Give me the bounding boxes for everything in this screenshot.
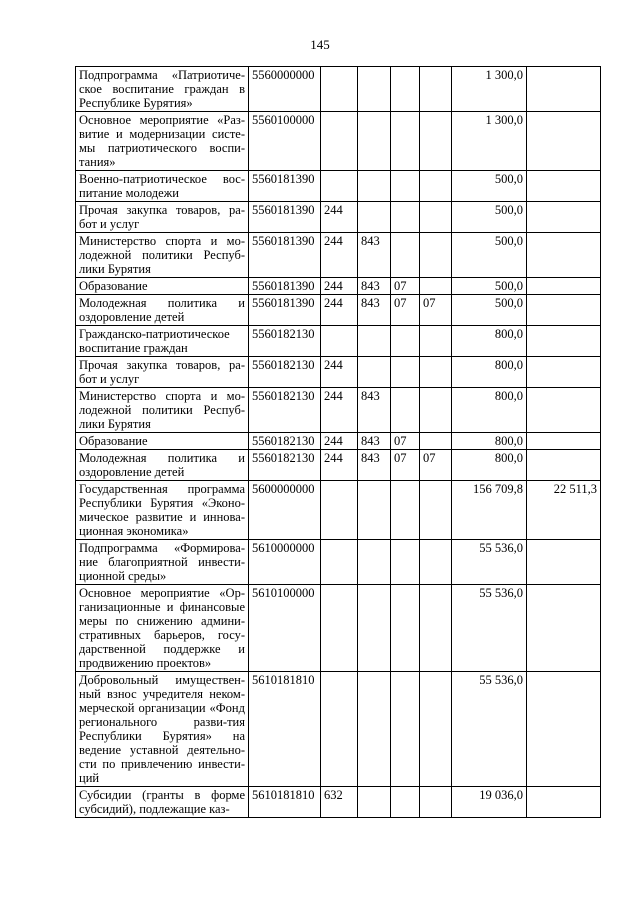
table-row [76, 388, 601, 433]
target-article-code-cell: 5560181390 [249, 202, 321, 233]
row-name-cell: Министерство спорта и мо-лодежной политики Респуб-лики Бурятия [76, 388, 249, 433]
table-row [76, 67, 601, 112]
row-name-cell: Основное мероприятие «Раз-витие и модернизации систе-мы патриотического воспи-тания» [76, 112, 249, 171]
expense-type-code-cell [321, 585, 358, 672]
row-name-cell: Подпрограмма «Формирова-ние благоприятной инвести-ционной среды» [76, 540, 249, 585]
section-code-cell [391, 672, 420, 787]
table-row [76, 357, 601, 388]
row-name-cell: Образование [76, 433, 249, 450]
section-code-cell [391, 787, 420, 818]
row-name-cell: Молодежная политика и оздоровление детей [76, 295, 249, 326]
department-code-cell: 843 [358, 433, 391, 450]
department-code-cell [358, 171, 391, 202]
subsection-code-cell: 07 [420, 295, 452, 326]
amount-cell: 500,0 [452, 202, 527, 233]
subsection-code-cell [420, 202, 452, 233]
target-article-code-cell: 5560181390 [249, 233, 321, 278]
section-code-cell [391, 233, 420, 278]
expense-type-code-cell [321, 326, 358, 357]
department-code-cell [358, 67, 391, 112]
section-code-cell [391, 67, 420, 112]
subsection-code-cell [420, 278, 452, 295]
subsection-code-cell [420, 540, 452, 585]
department-code-cell [358, 481, 391, 540]
amount-cell: 800,0 [452, 388, 527, 433]
amount-cell: 500,0 [452, 233, 527, 278]
target-article-code-cell: 5560181390 [249, 295, 321, 326]
table-row [76, 326, 601, 357]
table-row [76, 787, 601, 818]
target-article-code-cell: 5560182130 [249, 388, 321, 433]
amount-secondary-cell [527, 357, 601, 388]
expense-type-code-cell [321, 672, 358, 787]
amount-secondary-cell [527, 450, 601, 481]
row-name-cell: Образование [76, 278, 249, 295]
subsection-code-cell [420, 357, 452, 388]
expense-type-code-cell: 244 [321, 433, 358, 450]
target-article-code-cell: 5610181810 [249, 787, 321, 818]
expense-type-code-cell: 632 [321, 787, 358, 818]
amount-secondary-cell [527, 112, 601, 171]
section-code-cell [391, 202, 420, 233]
table-row [76, 202, 601, 233]
section-code-cell [391, 481, 420, 540]
amount-cell: 156 709,8 [452, 481, 527, 540]
section-code-cell [391, 171, 420, 202]
department-code-cell: 843 [358, 278, 391, 295]
target-article-code-cell: 5610100000 [249, 585, 321, 672]
amount-secondary-cell [527, 540, 601, 585]
row-name-cell: Субсидии (гранты в форме субсидий), подлежащие каз- [76, 787, 249, 818]
expense-type-code-cell [321, 540, 358, 585]
amount-cell: 500,0 [452, 171, 527, 202]
table-row [76, 450, 601, 481]
section-code-cell [391, 585, 420, 672]
table-row [76, 540, 601, 585]
target-article-code-cell: 5560000000 [249, 67, 321, 112]
subsection-code-cell: 07 [420, 450, 452, 481]
target-article-code-cell: 5600000000 [249, 481, 321, 540]
amount-cell: 500,0 [452, 295, 527, 326]
department-code-cell [358, 202, 391, 233]
target-article-code-cell: 5560182130 [249, 450, 321, 481]
expense-type-code-cell [321, 67, 358, 112]
amount-cell: 55 536,0 [452, 585, 527, 672]
target-article-code-cell: 5560100000 [249, 112, 321, 171]
department-code-cell [358, 672, 391, 787]
expense-type-code-cell [321, 112, 358, 171]
target-article-code-cell: 5560181390 [249, 171, 321, 202]
target-article-code-cell: 5560182130 [249, 326, 321, 357]
expense-type-code-cell: 244 [321, 278, 358, 295]
table-row [76, 278, 601, 295]
amount-cell: 800,0 [452, 433, 527, 450]
section-code-cell: 07 [391, 433, 420, 450]
amount-cell: 800,0 [452, 326, 527, 357]
row-name-cell: Прочая закупка товаров, ра-бот и услуг [76, 202, 249, 233]
amount-secondary-cell [527, 585, 601, 672]
row-name-cell: Молодежная политика и оздоровление детей [76, 450, 249, 481]
amount-secondary-cell [527, 388, 601, 433]
row-name-cell: Министерство спорта и мо-лодежной политики Респуб-лики Бурятия [76, 233, 249, 278]
section-code-cell: 07 [391, 278, 420, 295]
amount-cell: 1 300,0 [452, 112, 527, 171]
row-name-cell: Государственная программа Республики Бурятия «Эконо-мическое развитие и иннова-ционная экономика» [76, 481, 249, 540]
amount-secondary-cell [527, 233, 601, 278]
amount-secondary-cell [527, 202, 601, 233]
page-number: 145 [310, 37, 330, 52]
amount-secondary-cell [527, 787, 601, 818]
table-row [76, 233, 601, 278]
amount-cell: 55 536,0 [452, 672, 527, 787]
expense-type-code-cell: 244 [321, 388, 358, 433]
amount-secondary-cell [527, 295, 601, 326]
department-code-cell [358, 112, 391, 171]
table-row [76, 585, 601, 672]
row-name-cell: Подпрограмма «Патриотиче-ское воспитание граждан в Республике Бурятия» [76, 67, 249, 112]
amount-secondary-cell [527, 67, 601, 112]
department-code-cell: 843 [358, 233, 391, 278]
subsection-code-cell [420, 171, 452, 202]
section-code-cell: 07 [391, 450, 420, 481]
section-code-cell [391, 388, 420, 433]
target-article-code-cell: 5560182130 [249, 433, 321, 450]
amount-secondary-cell [527, 326, 601, 357]
amount-cell: 800,0 [452, 357, 527, 388]
amount-cell: 800,0 [452, 450, 527, 481]
amount-secondary-cell [527, 433, 601, 450]
section-code-cell [391, 112, 420, 171]
amount-cell: 55 536,0 [452, 540, 527, 585]
department-code-cell [358, 326, 391, 357]
expense-type-code-cell [321, 481, 358, 540]
row-name-cell: Военно-патриотическое вос-питание молодежи [76, 171, 249, 202]
amount-secondary-cell [527, 278, 601, 295]
expense-type-code-cell: 244 [321, 233, 358, 278]
table-row [76, 672, 601, 787]
amount-cell: 19 036,0 [452, 787, 527, 818]
subsection-code-cell [420, 433, 452, 450]
subsection-code-cell [420, 388, 452, 433]
row-name-cell: Добровольный имуществен-ный взнос учредителя неком-мерческой организации «Фонд регионального разви-тия Республики Бурятия» на ведение уставной деятельно-сти по привлечению инвести-ций [76, 672, 249, 787]
expense-type-code-cell: 244 [321, 357, 358, 388]
row-name-cell: Основное мероприятие «Ор-ганизационные и финансовые меры по снижению админи-стративных барьеров, госу-дарственной поддержке и продвижению проектов» [76, 585, 249, 672]
department-code-cell [358, 787, 391, 818]
budget-table [75, 66, 601, 818]
subsection-code-cell [420, 481, 452, 540]
subsection-code-cell [420, 326, 452, 357]
department-code-cell: 843 [358, 388, 391, 433]
section-code-cell: 07 [391, 295, 420, 326]
subsection-code-cell [420, 112, 452, 171]
subsection-code-cell [420, 233, 452, 278]
subsection-code-cell [420, 67, 452, 112]
amount-secondary-cell: 22 511,3 [527, 481, 601, 540]
expense-type-code-cell [321, 171, 358, 202]
amount-secondary-cell [527, 672, 601, 787]
amount-cell: 1 300,0 [452, 67, 527, 112]
department-code-cell: 843 [358, 450, 391, 481]
expense-type-code-cell: 244 [321, 450, 358, 481]
table-body [76, 67, 601, 818]
amount-secondary-cell [527, 171, 601, 202]
section-code-cell [391, 540, 420, 585]
row-name-cell: Гражданско-патриотическое воспитание граждан [76, 326, 249, 357]
target-article-code-cell: 5610000000 [249, 540, 321, 585]
target-article-code-cell: 5610181810 [249, 672, 321, 787]
department-code-cell [358, 357, 391, 388]
table-row [76, 295, 601, 326]
department-code-cell: 843 [358, 295, 391, 326]
table-row [76, 112, 601, 171]
target-article-code-cell: 5560182130 [249, 357, 321, 388]
department-code-cell [358, 585, 391, 672]
amount-cell: 500,0 [452, 278, 527, 295]
expense-type-code-cell: 244 [321, 295, 358, 326]
subsection-code-cell [420, 672, 452, 787]
section-code-cell [391, 357, 420, 388]
table-row [76, 433, 601, 450]
expense-type-code-cell: 244 [321, 202, 358, 233]
subsection-code-cell [420, 585, 452, 672]
subsection-code-cell [420, 787, 452, 818]
section-code-cell [391, 326, 420, 357]
row-name-cell: Прочая закупка товаров, ра-бот и услуг [76, 357, 249, 388]
department-code-cell [358, 540, 391, 585]
table-row [76, 171, 601, 202]
target-article-code-cell: 5560181390 [249, 278, 321, 295]
table-row [76, 481, 601, 540]
